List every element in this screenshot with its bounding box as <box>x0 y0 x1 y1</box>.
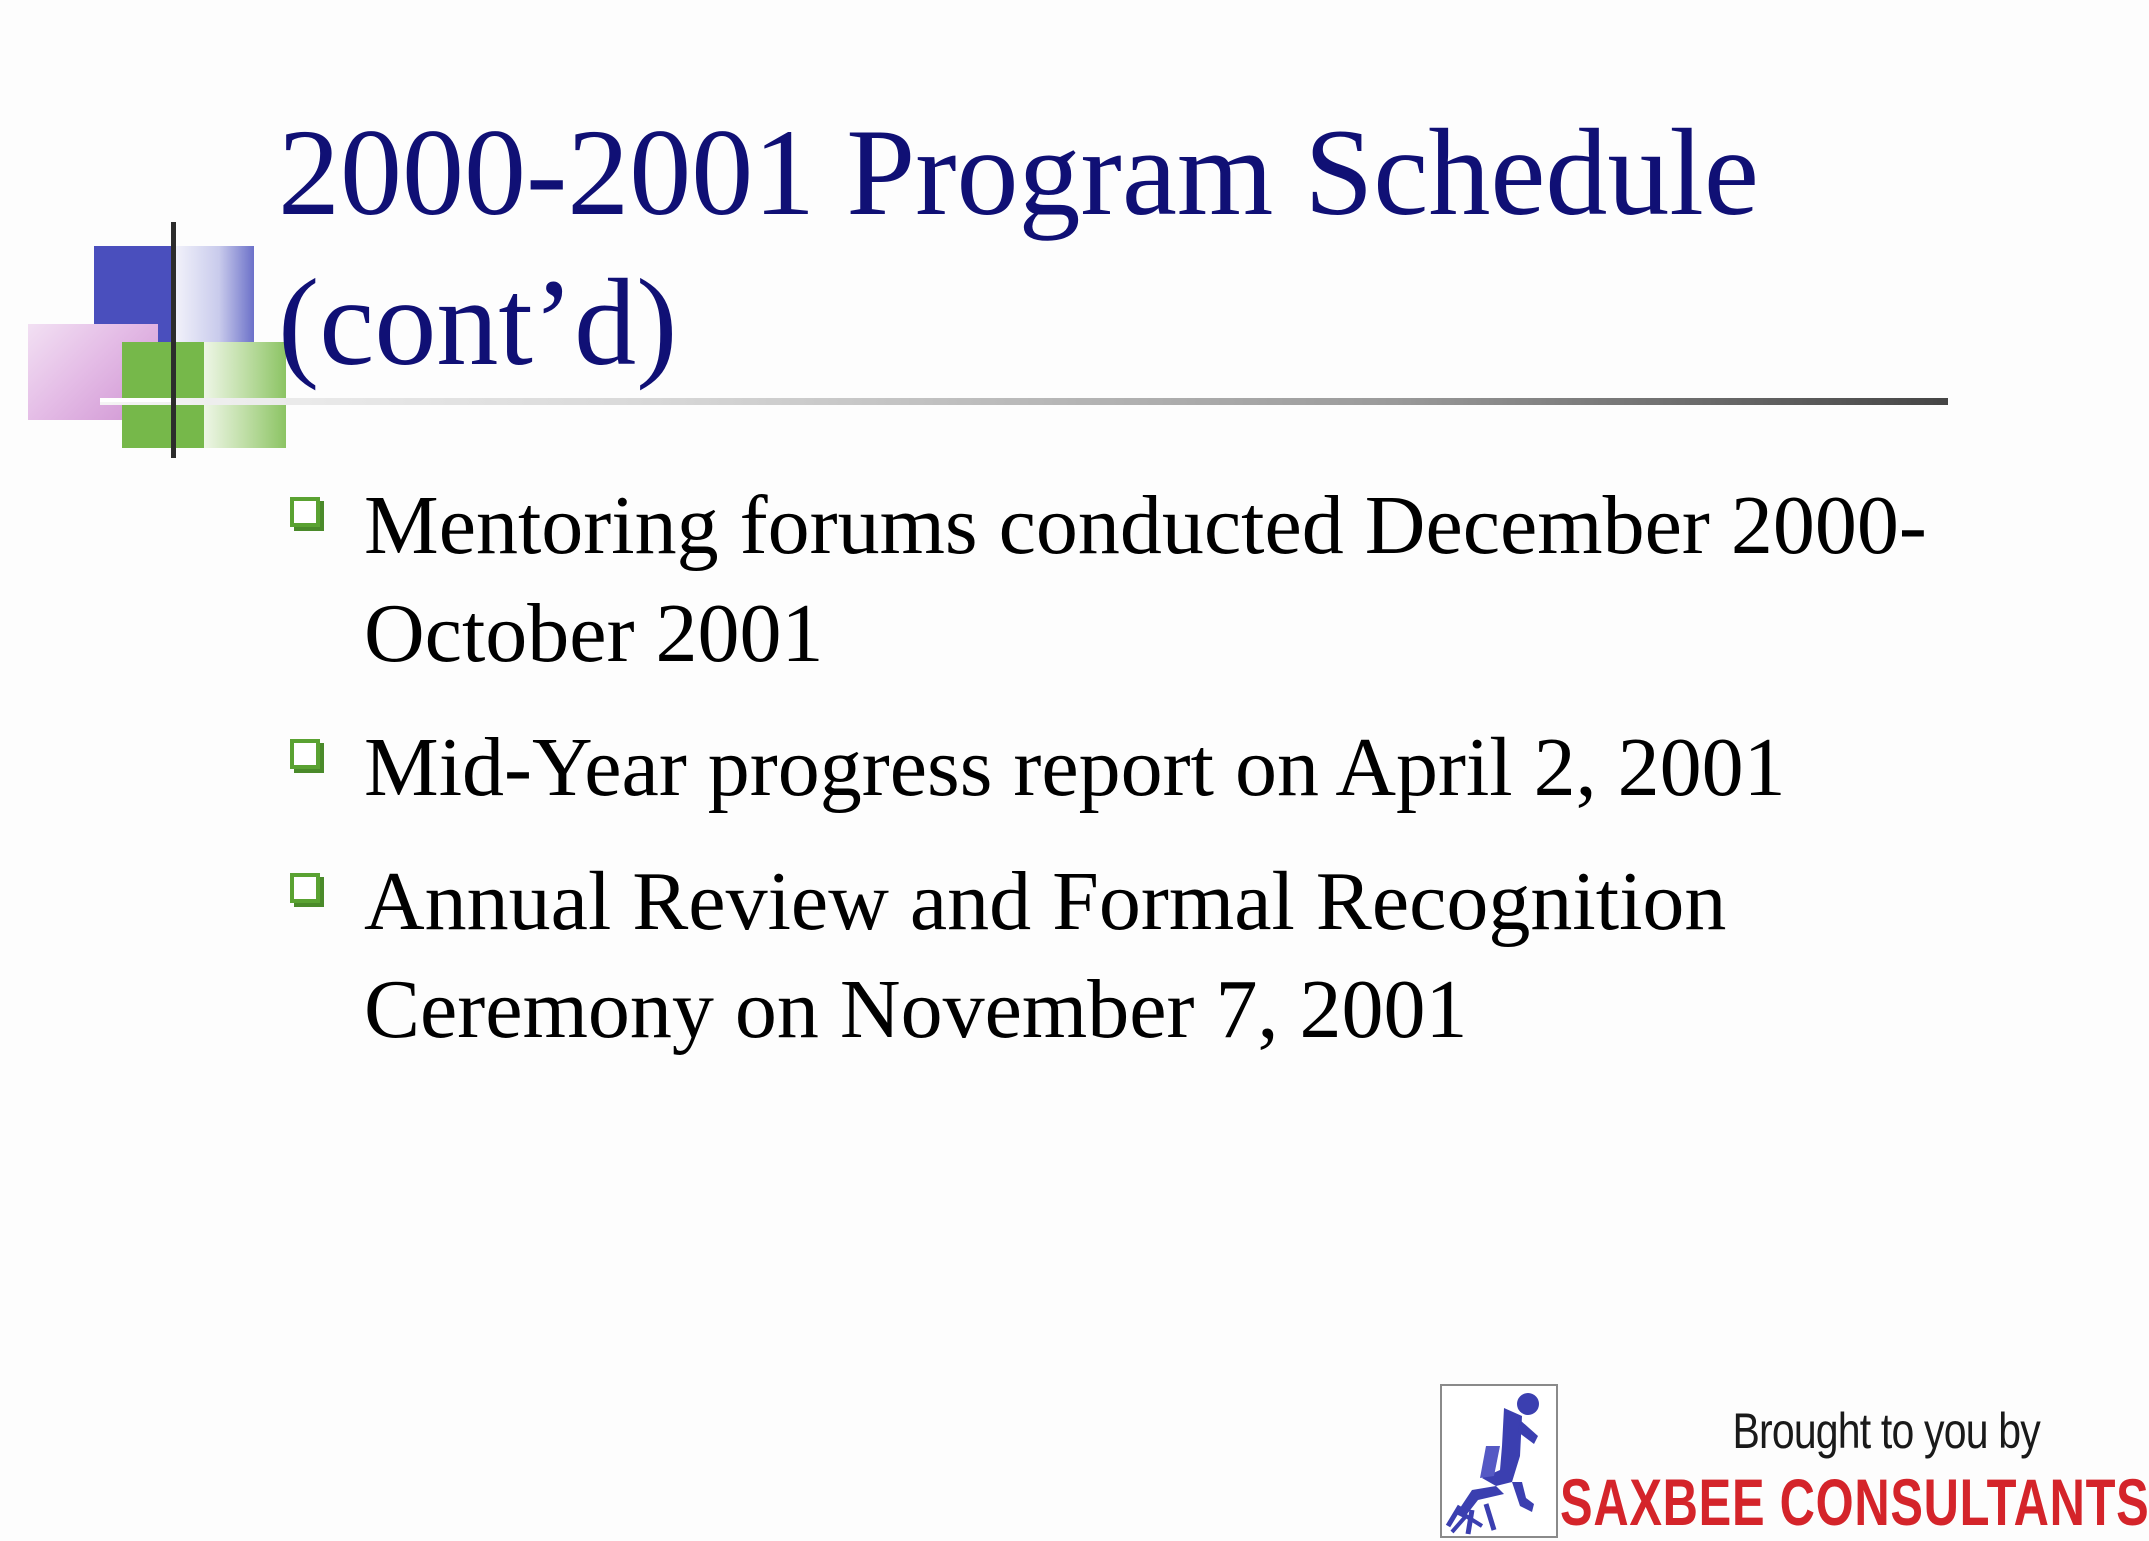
decorative-green-square <box>122 342 204 448</box>
seated-person-icon <box>1442 1386 1556 1536</box>
bullet-item <box>286 472 2006 688</box>
slide-title: 2000-2001 Program Schedule (cont’d) <box>278 104 1759 391</box>
decorative-vertical-line <box>171 222 176 458</box>
logo-tagline: Brought to you by <box>1732 1403 2040 1459</box>
hollow-square-bullet-icon <box>290 873 320 903</box>
bullet-item <box>286 714 2006 822</box>
decorative-white-line <box>100 398 176 402</box>
bullet-text: Mid-Year progress report on April 2, 2001 <box>364 721 1786 814</box>
title-underline-rule <box>100 398 1948 405</box>
bullet-item <box>286 848 2006 1064</box>
decorative-green-gradient-square <box>204 342 286 448</box>
decorative-blue-gradient-square <box>176 246 254 346</box>
bullet-list <box>286 472 2006 1090</box>
bullet-text: Mentoring forums conducted December 2000-October 2001 <box>364 479 1927 680</box>
saxbee-logo <box>1438 1382 2149 1539</box>
logo-figure-box <box>1440 1384 1558 1538</box>
bullet-text: Annual Review and Formal Recognition Ceremony on November 7, 2001 <box>364 855 1727 1056</box>
hollow-square-bullet-icon <box>290 739 320 769</box>
logo-company-name: SAXBEE CONSULTANTS <box>1560 1465 2149 1539</box>
hollow-square-bullet-icon <box>290 497 320 527</box>
